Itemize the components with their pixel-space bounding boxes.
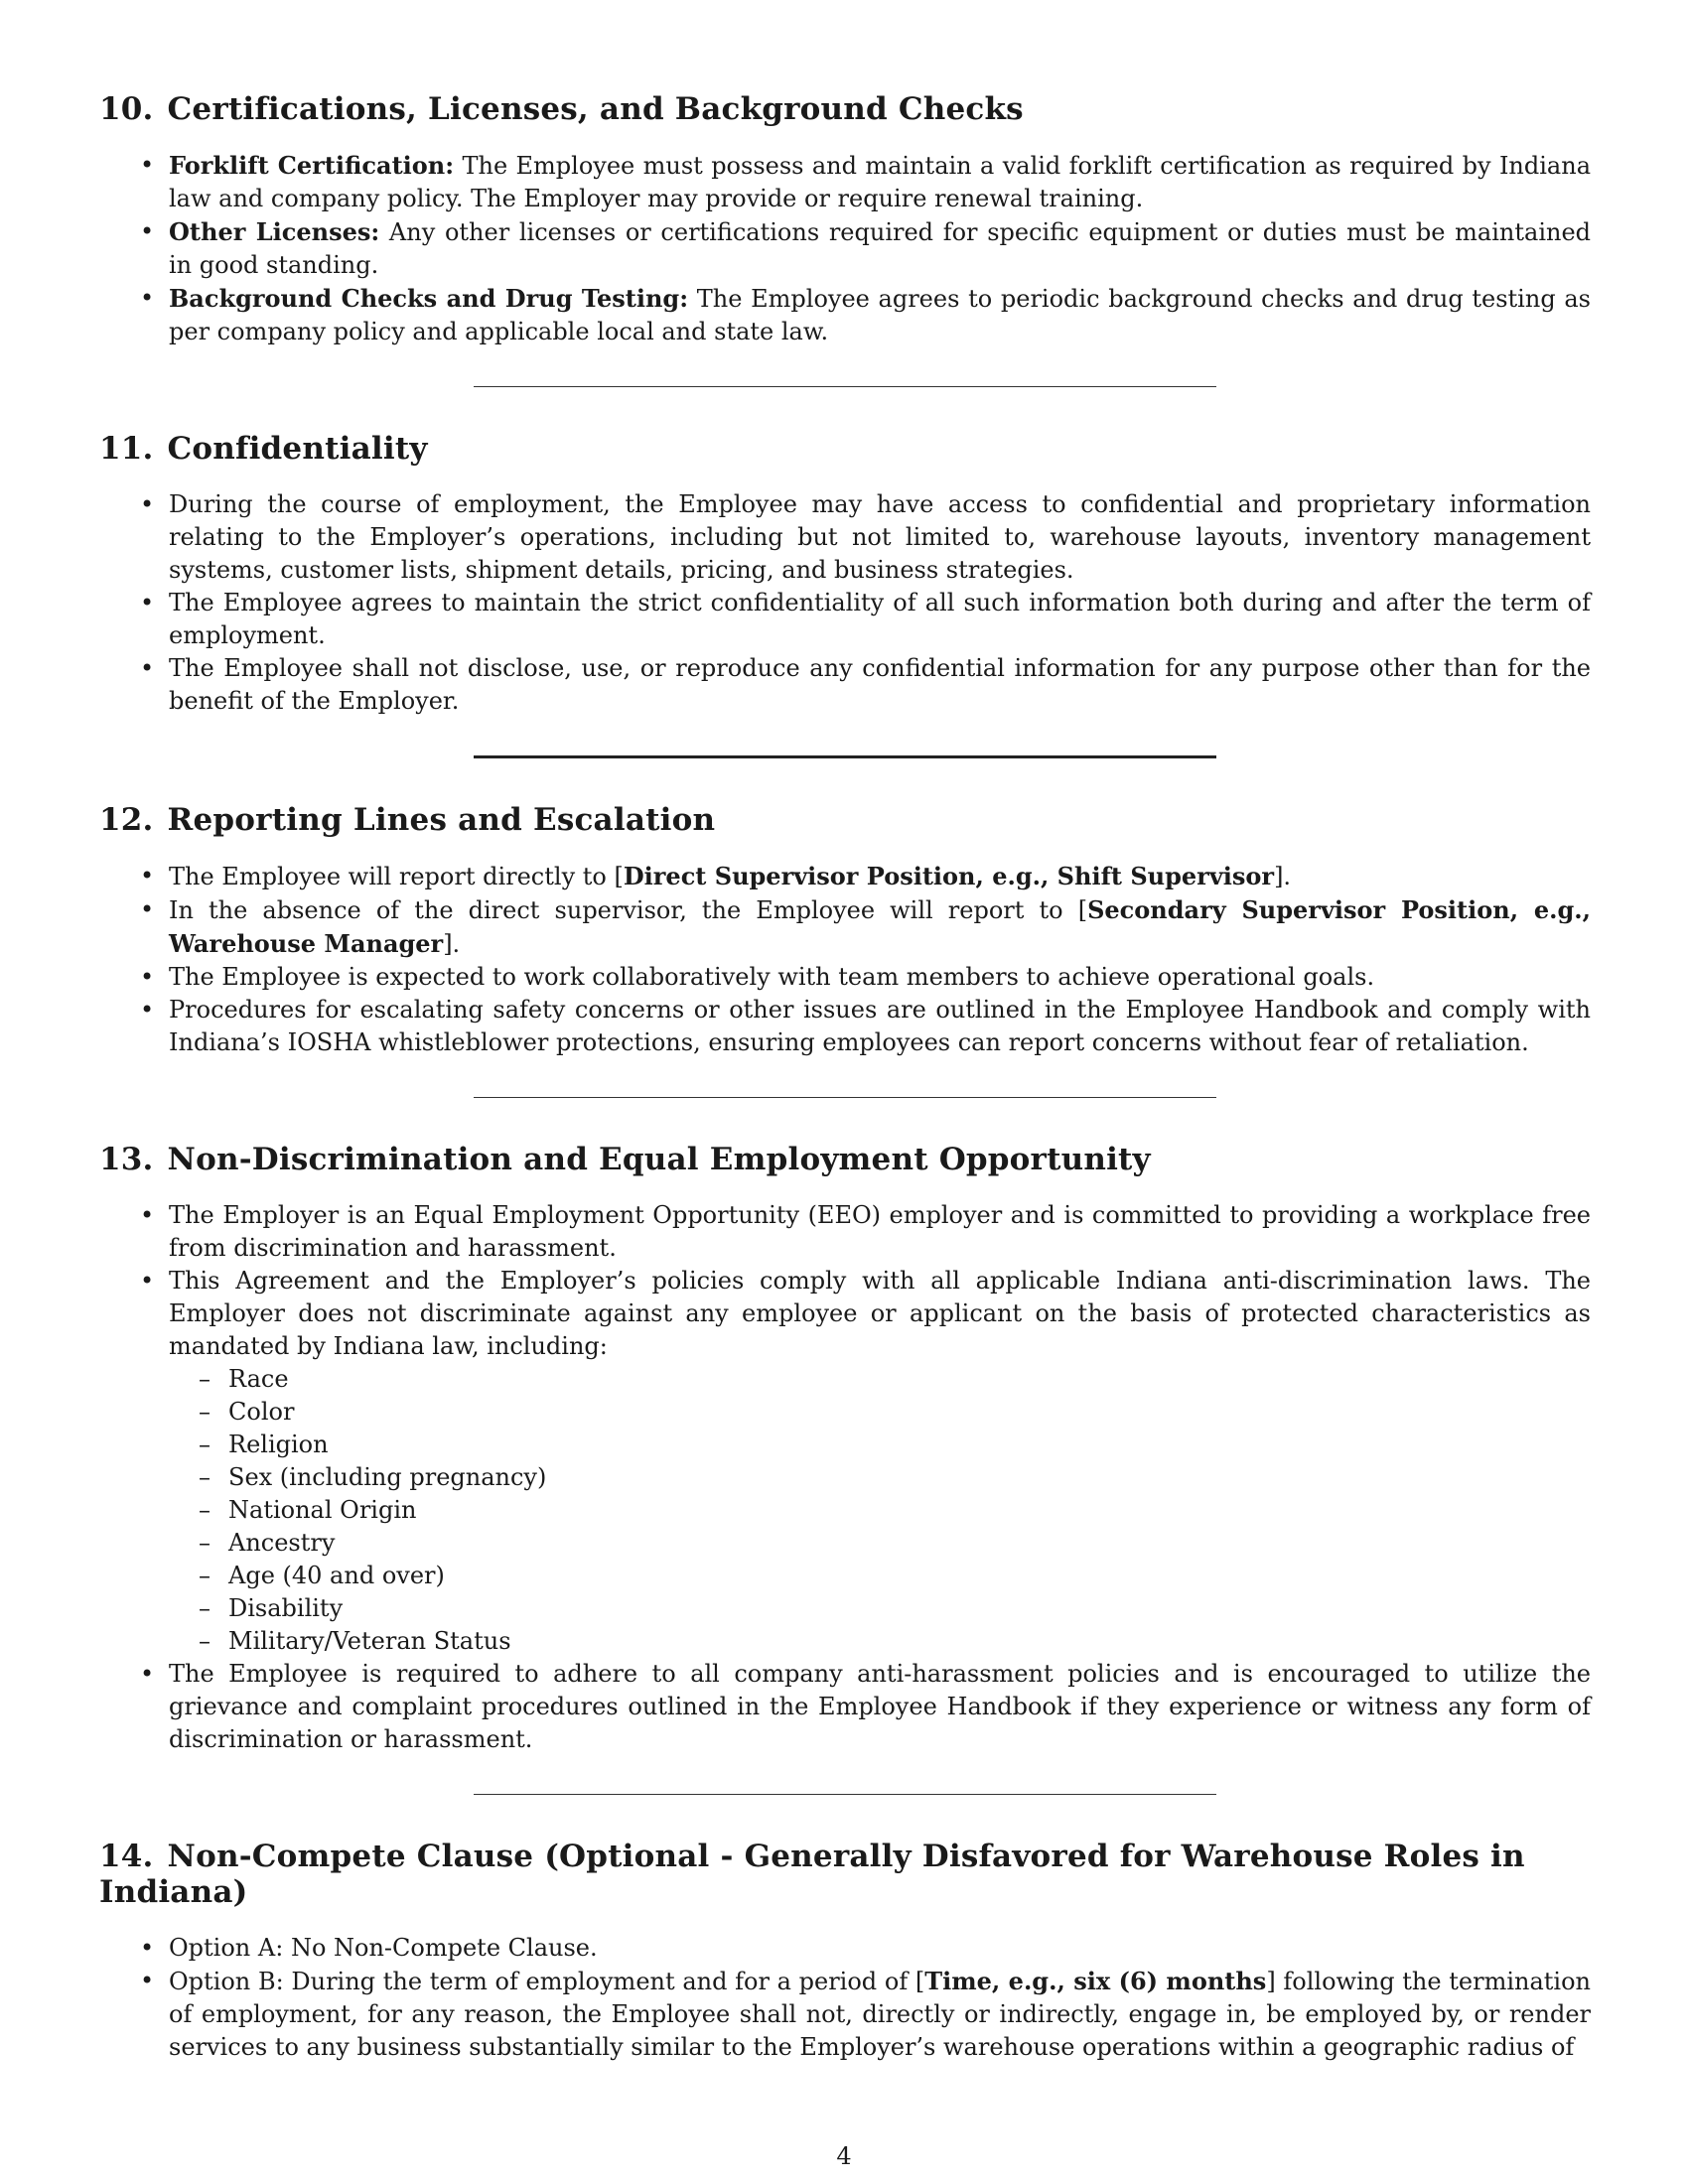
item-text: ]. [443, 930, 461, 958]
list-item: • Procedures for escalating safety concerns or other issues are outlined in the Employee Handbook and comply with Indiana’s IOSHA whistleblower protections, ensuring employees can report concerns without fear of retaliation. [99, 994, 1591, 1059]
item-label: Other Licenses: [169, 217, 380, 246]
section-divider [474, 1794, 1216, 1795]
section-title: Non-Discrimination and Equal Employment Opportunity [167, 1142, 1151, 1177]
characteristics-list [169, 1363, 1591, 1658]
list-item: • The Employee is required to adhere to all company anti-harassment policies and is encouraged to utilize the grievance and complaint procedures outlined in the Employee Handbook if they experience or witness any form of discrimination or harassment. [99, 1658, 1591, 1756]
page-number: 4 [836, 2142, 852, 2170]
item-text: ] following the termination of employment, for any reason, the Employee shall not, directly or indirectly, engage in, be employed by, or render services to any business substantially similar to the Employer’s warehouse operations within a geographic radius of [169, 1968, 1592, 2061]
section-10 [99, 91, 1591, 348]
section-number: 13. [99, 1142, 154, 1177]
item-label: Forklift Certification: [169, 151, 455, 180]
characteristic-item: – Color [169, 1396, 1591, 1429]
section-14 [99, 1839, 1591, 2064]
placeholder-text: Secondary Supervisor Position, e.g., Warehouse Manager [169, 895, 1591, 958]
list-item [99, 215, 1591, 282]
placeholder-text: Time, e.g., six (6) months [924, 1967, 1267, 1995]
bullet-list [99, 1932, 1591, 2064]
document-page [99, 91, 1591, 2064]
list-item [99, 282, 1591, 348]
list-item: • The Employee shall not disclose, use, or reproduce any confidential information for any purpose other than for the benefit of the Employer. [99, 652, 1591, 718]
item-text: The Employee will report directly to [ [169, 863, 624, 890]
item-text: Any other licenses or certifications required for specific equipment or duties must be maintained in good standing. [169, 218, 1592, 279]
characteristic-item: – Age (40 and over) [169, 1560, 1591, 1592]
bullet-list [99, 149, 1591, 348]
characteristic-item: – Race [169, 1363, 1591, 1396]
section-number: 11. [99, 431, 154, 467]
section-13 [99, 1142, 1591, 1756]
list-item: • The Employee is expected to work collaboratively with team members to achieve operational goals. [99, 961, 1591, 994]
list-item [99, 893, 1591, 961]
bullet-list [99, 860, 1591, 1059]
item-text: This Agreement and the Employer’s policies comply with all applicable Indiana anti-discrimination laws. The Employer does not discriminate against any employee or applicant on the basis of protected characteristics as mandated by Indiana law, including: [169, 1267, 1591, 1360]
list-item: • The Employee agrees to maintain the strict confidentiality of all such information both during and after the term of employment. [99, 587, 1591, 652]
characteristic-item: – Religion [169, 1429, 1591, 1461]
list-item: • The Employer is an Equal Employment Opportunity (EEO) employer and is committed to providing a workplace free from discrimination and harassment. [99, 1199, 1591, 1265]
section-title: Confidentiality [167, 431, 428, 467]
section-number: 12. [99, 802, 154, 838]
item-text: The Employee must possess and maintain a valid forklift certification as required by Indiana law and company policy. The Employer may provide or require renewal training. [169, 152, 1592, 212]
section-heading [99, 802, 1591, 838]
section-heading [99, 431, 1591, 467]
characteristic-item: – Disability [169, 1592, 1591, 1625]
section-title: Non-Compete Clause (Optional - Generally Disfavored for Warehouse Roles in Indiana) [99, 1839, 1525, 1910]
item-text: Option B: During the term of employment and for a period of [ [169, 1968, 925, 1995]
characteristic-item: – Military/Veteran Status [169, 1625, 1591, 1658]
section-number: 14. [99, 1839, 154, 1874]
item-text: In the absence of the direct supervisor, the Employee will report to [ [169, 896, 1088, 924]
bullet-list [99, 488, 1591, 718]
list-item [99, 860, 1591, 893]
section-title: Certifications, Licenses, and Background Checks [167, 91, 1024, 127]
list-item [99, 1265, 1591, 1658]
section-title: Reporting Lines and Escalation [167, 802, 716, 838]
list-item [99, 149, 1591, 215]
placeholder-text: Direct Supervisor Position, e.g., Shift Supervisor [623, 862, 1275, 890]
section-divider [474, 1097, 1216, 1098]
item-text: ]. [1274, 863, 1292, 890]
section-heading [99, 1839, 1591, 1910]
characteristic-item: – Sex (including pregnancy) [169, 1461, 1591, 1494]
characteristic-item: – Ancestry [169, 1527, 1591, 1560]
section-heading [99, 91, 1591, 127]
list-item: • Option A: No Non-Compete Clause. [99, 1932, 1591, 1965]
characteristic-item: – National Origin [169, 1494, 1591, 1527]
section-12 [99, 802, 1591, 1059]
section-number: 10. [99, 91, 154, 127]
section-divider [474, 386, 1216, 387]
item-label: Background Checks and Drug Testing: [169, 284, 689, 313]
section-heading [99, 1142, 1591, 1177]
section-divider [474, 755, 1216, 758]
section-11 [99, 431, 1591, 718]
list-item [99, 1965, 1591, 2064]
list-item: • During the course of employment, the Employee may have access to confidential and proprietary information relating to the Employer’s operations, including but not limited to, warehouse layouts, inventory management systems, customer lists, shipment details, pricing, and business strategies. [99, 488, 1591, 587]
item-text: The Employee agrees to periodic background checks and drug testing as per company policy and applicable local and state law. [169, 285, 1591, 345]
bullet-list [99, 1199, 1591, 1756]
